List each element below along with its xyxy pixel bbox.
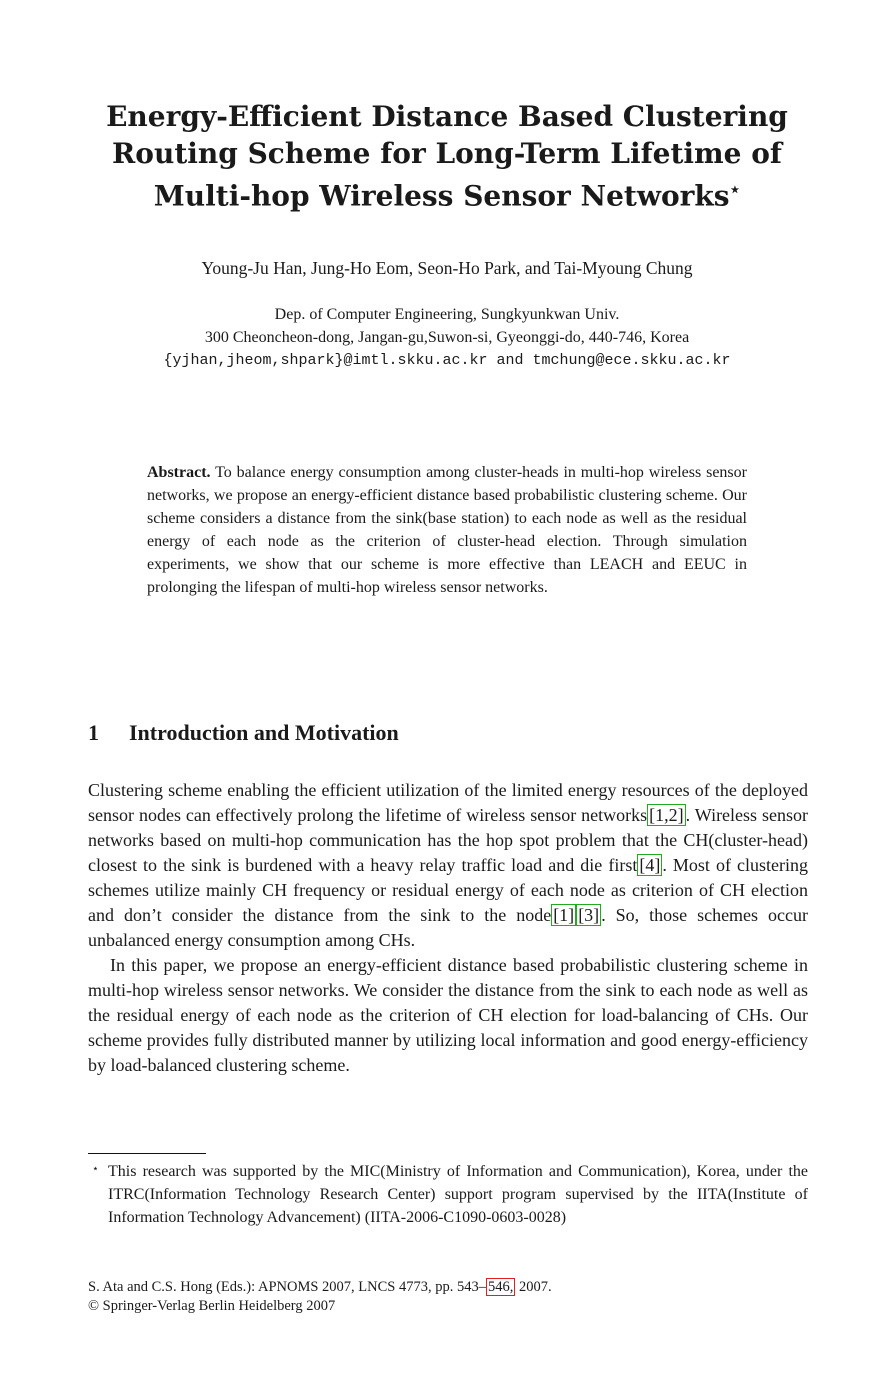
abstract [147,461,747,599]
publication-citation [88,1278,808,1297]
paper-title [88,98,806,214]
citation-link[interactable]: [1,2] [649,805,684,825]
paragraph-1-part-b: . Wireless sensor networks based on multi-hop communication has the hop spot problem that the CH(cluster-head) closest to the sink is burdened with a heavy relay traffic load and die first [88,805,809,875]
publication-info [88,1278,808,1316]
footnote-mark: ⋆ [92,1163,99,1175]
title-footnote-mark[interactable]: ⋆ [729,180,741,200]
section-heading [88,720,806,746]
publication-year: 2007. [515,1279,552,1295]
citation-link[interactable]: [1] [553,905,575,925]
section-number: 1 [88,720,99,745]
copyright-notice: © Springer-Verlag Berlin Heidelberg 2007 [88,1298,336,1314]
title-line-1: Energy-Efficient Distance Based Clustering [106,100,788,133]
title-line-3 [88,172,806,214]
paragraph-1 [88,778,808,953]
abstract-text: To balance energy consumption among cluster-heads in multi-hop wireless sensor networks, we propose an energy-efficient distance based probabilistic clustering scheme. Our scheme considers a distance from the sink(base station) to each node as well as the residual energy of each node as the criterion of cluster-head election. Through simulation experiments, we show that our scheme is more effective than LEACH and EEUC in prolonging the lifespan of multi-hop wireless sensor networks. [147,464,747,596]
section-body [88,778,808,1078]
title-line-3-text: Multi-hop Wireless Sensor Networks [153,179,730,213]
paragraph-1-part-a: Clustering scheme enabling the efficient utilization of the limited energy resources of the deployed sensor nodes can effectively prolong the lifetime of wireless sensor networks [88,780,808,825]
paragraph-2: In this paper, we propose an energy-efficient distance based probabilistic clustering scheme in multi-hop wireless sensor networks. We consider the distance from the sink to each node as well as the residual energy of each node as the criterion of CH election for load-balancing of CHs. Our scheme provides fully distributed manner by utilizing local information and good energy-efficiency by load-balanced clustering scheme. [88,955,808,1075]
footnote-text: This research was supported by the MIC(Ministry of Information and Communication), Korea, under the ITRC(Information Technology Research Center) support program supervised by the IITA(Institute of Information Technology Advancement) (IITA-2006-C1090-0603-0028) [108,1163,808,1226]
page-range-link[interactable]: 546, [487,1279,514,1295]
author-emails: {yjhan,jheom,shpark}@imtl.skku.ac.kr and tmchung@ece.skku.ac.kr [163,352,731,369]
footnote-divider [88,1153,206,1154]
section-title: Introduction and Motivation [129,720,399,745]
paragraph-1-part-d: . So, those schemes occur unbalanced energy consumption among CHs. [88,905,808,950]
affiliation-department: Dep. of Computer Engineering, Sungkyunkwan Univ. [274,306,620,323]
footnote [88,1160,808,1229]
author-list: Young-Ju Han, Jung-Ho Eom, Seon-Ho Park, and Tai-Myoung Chung [201,258,693,278]
citation-link[interactable]: [4] [639,855,661,875]
paragraph-1-part-c: . Most of clustering schemes utilize mainly CH frequency or residual energy of each node as criterion of CH election and don’t consider the distance from the sink to the node [88,855,808,925]
affiliation-address: 300 Cheoncheon-dong, Jangan-gu,Suwon-si, Gyeonggi-do, 440-746, Korea [204,329,690,346]
citation-link[interactable]: [3] [578,905,600,925]
publication-citation-text: S. Ata and C.S. Hong (Eds.): APNOMS 2007, LNCS 4773, pp. 543– [88,1279,486,1295]
affiliation [88,303,806,372]
title-line-2: Routing Scheme for Long-Term Lifetime of [112,137,782,170]
abstract-label: Abstract. [147,464,211,481]
